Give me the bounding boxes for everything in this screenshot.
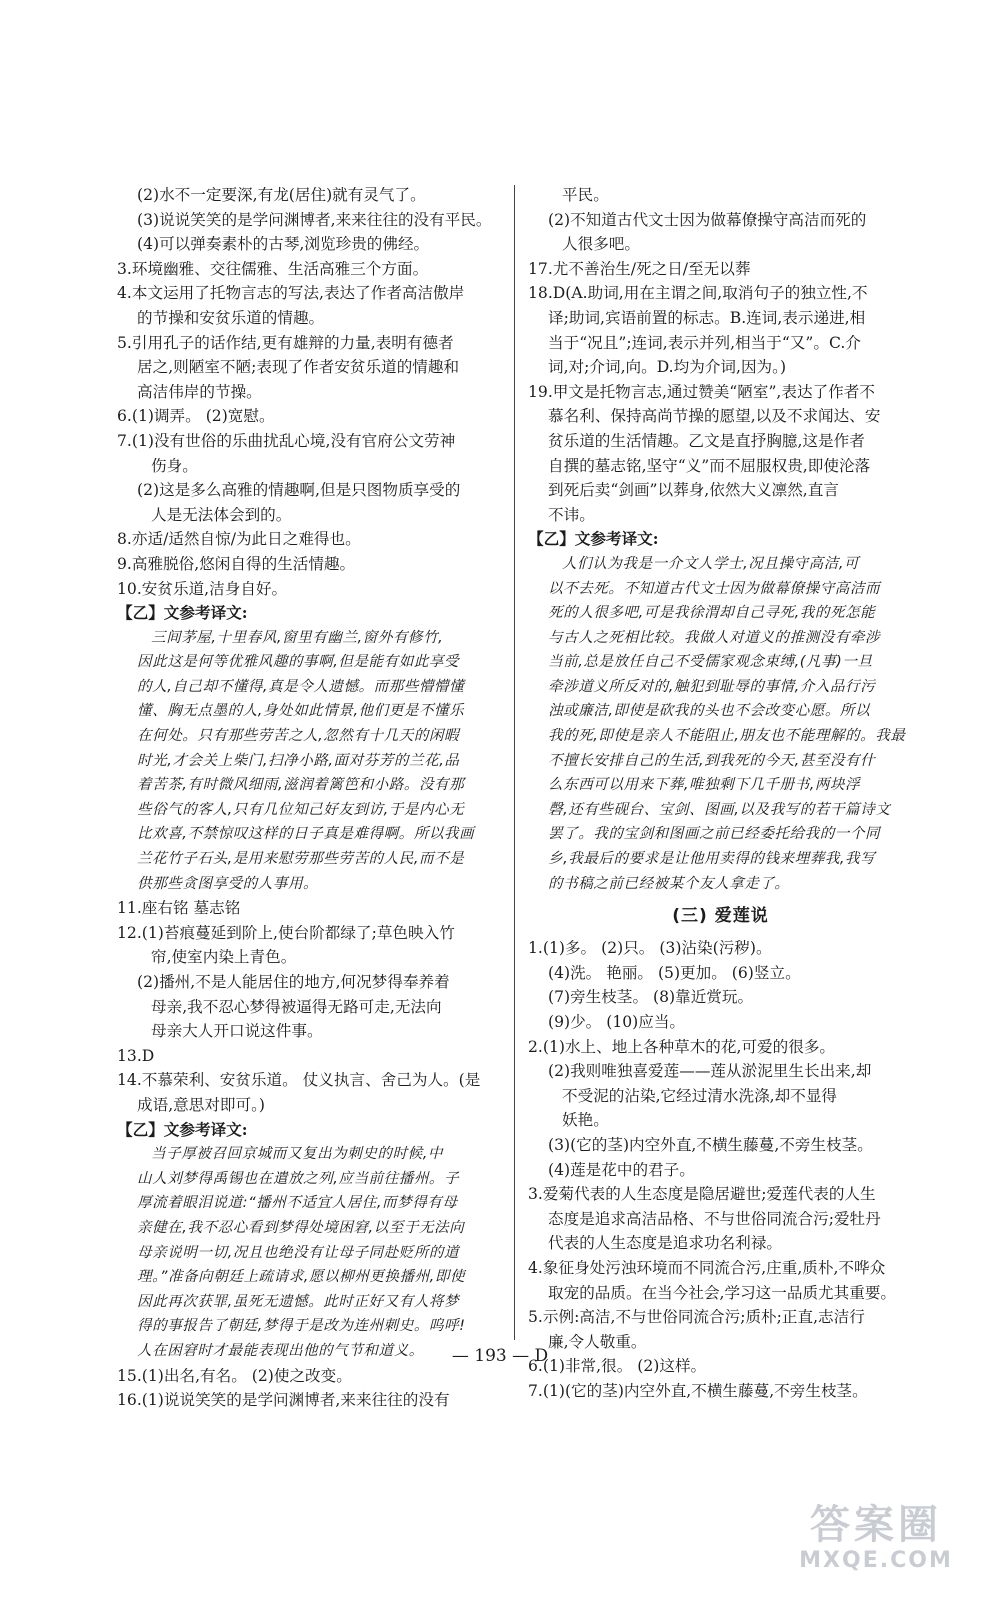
answer-line: 17.尤不善治生/死之日/至无以葬 [528,259,751,278]
translation-line: 供那些贪图享受的人事用。 [137,874,319,892]
translation-line: 浊或廉洁,即使是砍我的头也不会改变心愿。所以 [548,702,871,720]
translation-line: 山人刘梦得禹锡也在遣放之列,应当前往播州。子 [137,1169,460,1187]
answer-line: 11.座右铭 墓志铭 [117,899,241,918]
translation-line: 死的人很多吧,可是我徐渭却自己寻死,我的死怎能 [548,604,876,622]
answer-line: 居之,则陋室不陋;表现了作者安贫乐道的情趣和 [137,358,460,377]
translation-line: 我的死,即使是亲人不能阻止,朋友也不能理解的。我最 [548,727,906,745]
translation-line: 以不去死。不知道古代文士因为做幕僚操守高洁而 [548,579,881,597]
answer-line: 妖艳。 [562,1111,609,1130]
answer-line: 7.(1)(它的茎)内空外直,不横生藤蔓,不旁生枝茎。 [528,1381,868,1400]
answer-line: 自撰的墓志铭,坚守“义”而不屈服权贵,即使沦落 [548,456,871,475]
answer-line: 5.示例:高洁,不与世俗同流合污;质朴;正直,志洁行 [528,1308,865,1327]
section-heading: 【乙】文参考译文: [117,603,248,623]
answer-line: 态度是追求高洁品格、不与世俗同流合污;爱牡丹 [548,1209,881,1228]
answer-line: 6.(1)调弄。 (2)宽慰。 [117,407,275,426]
translation-line: 时光,才会关上柴门,扫净小路,面对芬芳的兰花,品 [137,751,460,769]
answer-line: 10.安贫乐道,洁身自好。 [117,579,288,598]
answer-line: 15.(1)出名,有名。 (2)使之改变。 [117,1366,352,1385]
answer-line: 慕名利、保持高尚节操的愿望,以及不求闻达、安 [548,407,881,426]
translation-line: 不擅长安排自己的生活,到我死的今天,甚至没有什 [548,751,876,769]
answer-line: 19.甲文是托物言志,通过赞美“陋室”,表达了作者不 [528,382,875,401]
answer-line: 3.环境幽雅、交往儒雅、生活高雅三个方面。 [117,259,429,278]
translation-line: 磬,还有些砚台、宝剑、图画,以及我写的若干篇诗文 [548,800,891,818]
answer-line: (3)说说笑笑的是学问渊博者,来来往往的没有平民。 [137,210,492,229]
translation-line: 理。”准备向朝廷上疏请求,愿以柳州更换播州,即使 [137,1268,466,1286]
answer-line: 18.D(A.助词,用在主谓之间,取消句子的独立性,不 [528,284,868,303]
answer-line: 12.(1)苔痕蔓延到阶上,使台阶都绿了;草色映入竹 [117,923,455,942]
answer-line: 8.亦适/适然自惊/为此日之难得也。 [117,530,361,549]
answer-line: (3)(它的茎)内空外直,不横生藤蔓,不旁生枝茎。 [548,1135,873,1154]
translation-line: 厚流着眼泪说道:“播州不适宜人居住,而梦得有母 [137,1194,458,1212]
answer-line: (4)洗。 艳丽。 (5)更加。 (6)竖立。 [548,963,801,982]
answer-line: 1.(1)多。 (2)只。 (3)沾染(污秽)。 [528,939,772,958]
answer-line: 2.(1)水上、地上各种草木的花,可爱的很多。 [528,1037,836,1056]
answer-line: 6.(1)非常,很。 (2)这样。 [528,1357,707,1376]
translation-line: 的书稿之前已经被某个友人拿走了。 [548,874,790,892]
answer-line: 高洁伟岸的节操。 [137,382,262,401]
translation-line: 乡,我最后的要求是让他用卖得的钱来埋葬我,我写 [548,850,876,868]
translation-line: 当前,总是放任自己不受儒家观念束缚,(凡事)一旦 [548,653,873,671]
translation-line: 在何处。只有那些劳苦之人,忽然有十几天的闲暇 [137,727,460,745]
answer-line: (4)可以弹奏素朴的古琴,浏览珍贵的佛经。 [137,235,430,254]
answer-line: 贫乐道的生活情趣。乙文是直抒胸臆,这是作者 [548,431,865,450]
answer-line: 当于“况且”;连词,表示并列,相当于“又”。C.介 [548,333,861,352]
answer-line: 母亲大人开口说这件事。 [151,1022,323,1041]
answer-line: (2)水不一定要深,有龙(居住)就有灵气了。 [137,186,426,204]
translation-line: 的人,自己却不懂得,真是令人遗憾。而那些懵懵懂 [137,677,465,695]
translation-line: 因此再次获罪,虽死无遗憾。此时正好又有人将梦 [137,1292,460,1310]
answer-line: (2)不知道古代文士因为做幕僚操守高洁而死的 [548,210,867,229]
answer-line: 14.不慕荣利、安贫乐道。 仗义执言、舍己为人。(是 [117,1071,481,1090]
watermark-url: MXQE.COM [799,1548,953,1573]
answer-line: 3.爱菊代表的人生态度是隐居避世;爱莲代表的人生 [528,1185,876,1204]
answer-line: (7)旁生枝茎。 (8)靠近赏玩。 [548,988,754,1007]
answer-line: 伤身。 [151,456,198,475]
watermark-title: 答案圈 [810,1502,942,1548]
answer-line: 到死后卖“剑画”以葬身,依然大义凛然,直言 [548,481,839,500]
answer-line: (2)我则唯独喜爱莲——莲从淤泥里生长出来,却 [548,1062,872,1081]
section-title: (三) 爱莲说 [672,906,769,927]
answer-line: 13.D [117,1046,155,1065]
answer-line: 廉,令人敬重。 [548,1332,647,1351]
answer-line: (9)少。 (10)应当。 [548,1013,686,1031]
answer-line: 人很多吧。 [562,235,640,254]
answer-line: 母亲,我不忍心梦得被逼得无路可走,无法向 [151,997,442,1016]
answer-line: 7.(1)没有世俗的乐曲扰乱心境,没有官府公文劳神 [117,431,456,450]
translation-line: 么东西可以用来下葬,唯独剩下几千册书,两块浮 [548,776,861,794]
translation-line: 懂、胸无点墨的人,身处如此情景,他们更是不懂乐 [137,702,465,720]
translation-line: 些俗气的客人,只有几位知己好友到访,于是内心无 [137,800,465,818]
translation-line: 亲健在,我不忍心看到梦得处境困窘,以至于无法向 [137,1218,465,1236]
answer-line: 平民。 [562,186,609,204]
answer-line: (2)这是多么高雅的情趣啊,但是只图物质享受的 [137,481,461,500]
translation-line: 母亲说明一切,况且也绝没有让母子同赴贬所的道 [137,1243,460,1261]
answer-line: 4.本文运用了托物言志的写法,表达了作者高洁傲岸 [117,284,465,303]
translation-line: 因此这是何等优雅风趣的事啊,但是能有如此享受 [137,653,460,671]
answer-line: 5.引用孔子的话作结,更有雄辩的力量,表明有德者 [117,333,454,352]
answer-line: 成语,意思对即可。) [137,1095,265,1114]
answer-line: 不讳。 [548,505,595,524]
answer-line: (2)播州,不是人能居住的地方,何况梦得奉养着 [137,973,450,991]
right-column [528,183,913,1404]
answer-line: 4.象征身处污浊环境而不同流合污,庄重,质朴,不哗众 [528,1258,886,1277]
watermark-logo [786,1502,966,1580]
section-heading: 【乙】文参考译文: [117,1119,248,1139]
answer-line: 取宠的品质。在当今社会,学习这一品质尤其重要。 [548,1283,897,1302]
answer-line: 译;助词,宾语前置的标志。B.连词,表示递进,相 [548,308,866,327]
left-column [117,183,502,1413]
answer-line: 9.高雅脱俗,悠闲自得的生活情趣。 [117,554,356,573]
answer-line: 不受泥的沾染,它经过清水洗涤,却不显得 [562,1086,838,1105]
column-divider [514,185,515,1340]
answer-line: (4)莲是花中的君子。 [548,1160,695,1179]
translation-line: 牵涉道义所反对的,触犯到耻辱的事情,介入品行污 [548,677,876,695]
translation-line: 与古人之死相比较。我做人对道义的推测没有牵涉 [548,628,881,646]
translation-line: 人在困窘时才最能表现出他的气节和道义。 [137,1341,424,1359]
translation-line: 三间茅屋,十里春风,窗里有幽兰,窗外有修竹, [151,628,444,646]
answer-line: 帘,使室内染上青色。 [151,948,297,967]
translation-line: 人们认为我是一介文人学士,况且操守高洁,可 [562,554,860,572]
answer-line: 代表的人生态度是追求功名利禄。 [548,1234,782,1253]
answer-line: 的节操和安贫乐道的情趣。 [137,308,325,327]
translation-line: 兰花竹子石头,是用来慰劳那些劳苦的人民,而不是 [137,850,465,868]
translation-line: 得的事报告了朝廷,梦得于是改为连州刺史。呜呼! [137,1317,466,1335]
page-footer: — 193 — D [451,1346,549,1366]
answer-line: 16.(1)说说笑笑的是学问渊博者,来来往往的没有 [117,1391,450,1410]
translation-line: 当子厚被召回京城而又复出为刺史的时候,中 [151,1145,443,1163]
translation-line: 比欢喜,不禁惊叹这样的日子真是难得啊。所以我画 [137,825,475,843]
answer-line: 人是无法体会到的。 [151,505,292,524]
section-heading: 【乙】文参考译文: [528,529,659,549]
answer-line: 词,对;介词,向。D.均为介词,因为。) [548,358,787,377]
translation-line: 着苦茶,有时微风细雨,滋润着篱笆和小路。没有那 [137,776,465,794]
translation-line: 罢了。我的宝剑和图画之前已经委托给我的一个同 [548,825,881,843]
